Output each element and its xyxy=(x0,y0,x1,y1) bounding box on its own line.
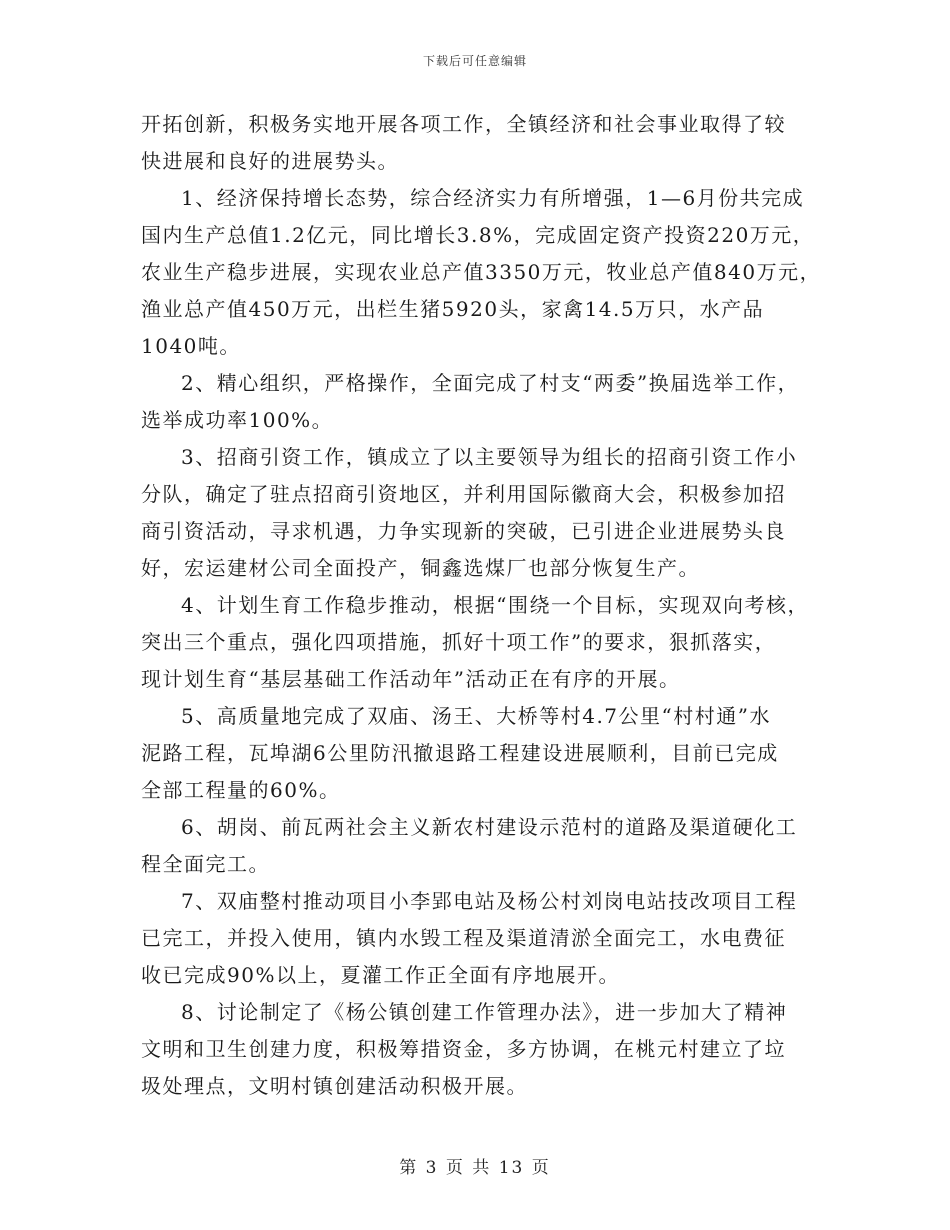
text-line: 1040吨。 xyxy=(141,334,241,358)
text-line: 文明和卫生创建力度，积极筹措资金，多方协调，在桃元村建立了垃 xyxy=(141,1037,786,1061)
text-line: 程全面完工。 xyxy=(141,852,270,876)
text-line: 圾处理点，文明村镇创建活动积极开展。 xyxy=(141,1074,528,1098)
text-line: 5、高质量地完成了双庙、汤王、大桥等村4.7公里“村村通”水 xyxy=(181,704,771,728)
text-line: 泥路工程，瓦埠湖6公里防汛撤退路工程建设进展顺利，目前已完成 xyxy=(141,741,779,765)
text-line: 国内生产总值1.2亿元，同比增长3.8%，完成固定资产投资220万元， xyxy=(141,223,815,247)
text-line: 好，宏运建材公司全面投产，铜鑫选煤厂也部分恢复生产。 xyxy=(141,556,700,580)
text-line: 3、招商引资工作，镇成立了以主要领导为组长的招商引资工作小 xyxy=(181,445,798,469)
text-line: 2、精心组织，严格操作，全面完成了村支“两委”换届选举工作， xyxy=(181,371,800,395)
page-header: 下载后可任意编辑 xyxy=(422,54,527,68)
text-line: 1、经济保持增长态势，综合经济实力有所增强，1—6月份共完成 xyxy=(181,186,805,210)
text-line: 4、计划生育工作稳步推动，根据“围绕一个目标，实现双向考核， xyxy=(181,593,809,617)
text-line: 现计划生育“基层基础工作活动年”活动正在有序的开展。 xyxy=(141,667,681,691)
text-line: 开拓创新，积极务实地开展各项工作，全镇经济和社会事业取得了较 xyxy=(141,112,786,136)
text-line: 分队，确定了驻点招商引资地区，并利用国际徽商大会，积极参加招 xyxy=(141,482,786,506)
text-line: 已完工，并投入使用，镇内水毁工程及渠道清淤全面完工，水电费征 xyxy=(141,926,786,950)
text-line: 8、讨论制定了《杨公镇创建工作管理办法》，进一步加大了精神 xyxy=(181,1000,788,1024)
body-text xyxy=(141,106,822,1105)
text-line: 6、胡岗、前瓦两社会主义新农村建设示范村的道路及渠道硬化工 xyxy=(181,815,798,839)
text-line: 快进展和良好的进展势头。 xyxy=(141,149,399,173)
text-line: 全部工程量的60%。 xyxy=(141,778,341,802)
text-line: 突出三个重点，强化四项措施，抓好十项工作”的要求，狠抓落实， xyxy=(141,630,777,654)
text-line: 农业生产稳步进展，实现农业总产值3350万元，牧业总产值840万元， xyxy=(141,260,822,284)
page-footer: 第 3 页 共 13 页 xyxy=(399,1158,551,1178)
text-line: 选举成功率100%。 xyxy=(141,408,334,432)
text-line: 商引资活动，寻求机遇，力争实现新的突破，已引进企业进展势头良 xyxy=(141,519,786,543)
text-line: 7、双庙整村推动项目小李郢电站及杨公村刘岗电站技改项目工程 xyxy=(181,889,798,913)
text-line: 渔业总产值450万元，出栏生猪5920头，家禽14.5万只，水产品 xyxy=(141,297,765,321)
text-line: 收已完成90%以上，夏灌工作正全面有序地展开。 xyxy=(141,963,620,987)
